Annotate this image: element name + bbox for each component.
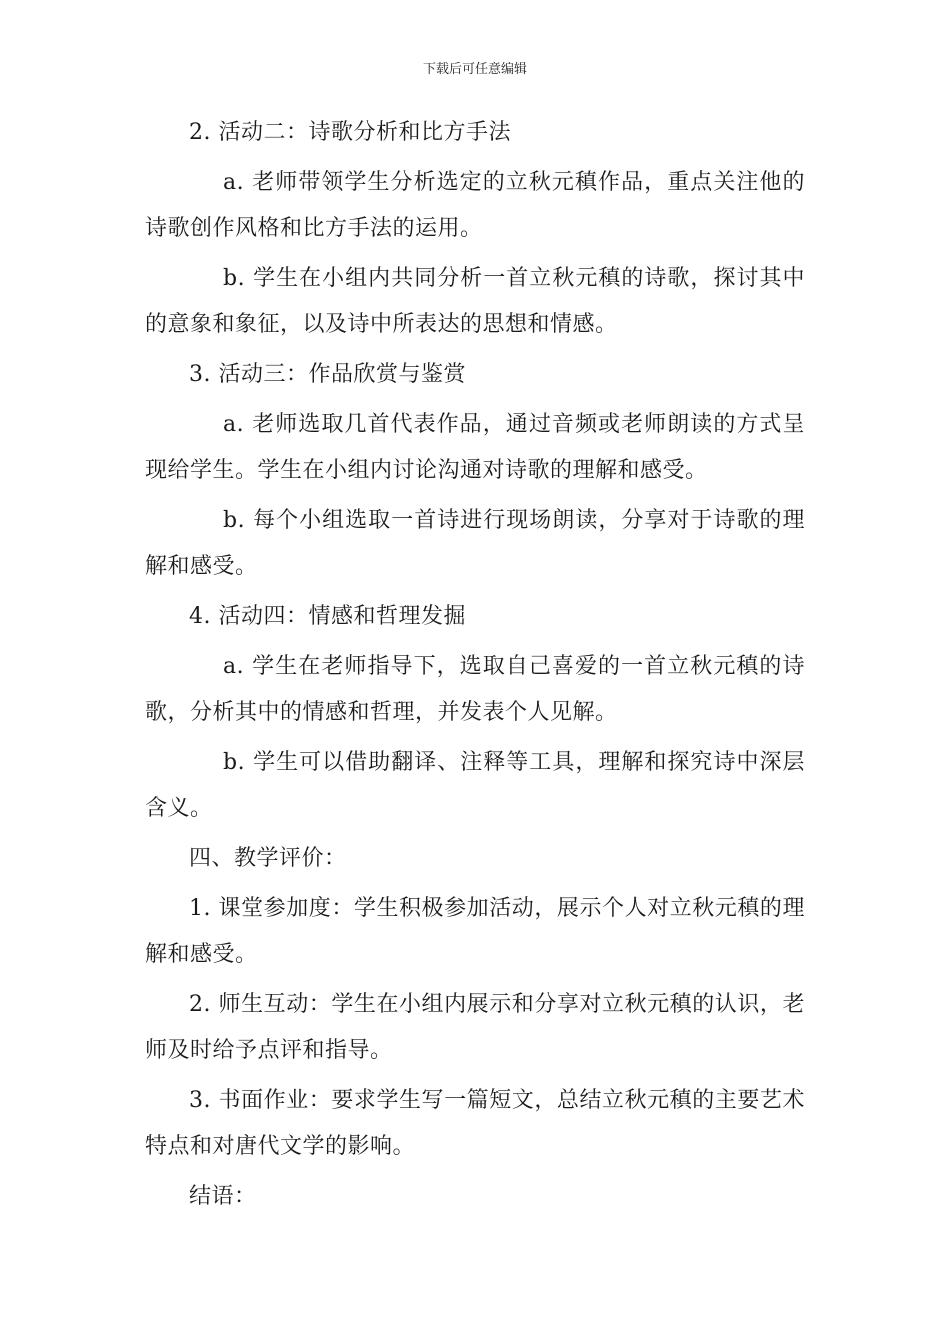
paragraph: 3. 书面作业：要求学生写一篇短文，总结立秋元稹的主要艺术特点和对唐代文学的影响。 <box>145 1088 805 1159</box>
paragraph: 3. 活动三：作品欣赏与鉴赏 <box>189 362 466 387</box>
document-body <box>145 110 805 1224</box>
paragraph: a. 老师选取几首代表作品，通过音频或老师朗读的方式呈现给学生。学生在小组内讨论沟通对诗歌的理解和感受。 <box>145 412 805 483</box>
paragraph: b. 每个小组选取一首诗进行现场朗读，分享对于诗歌的理解和感受。 <box>145 508 805 579</box>
paragraph: 1. 课堂参加度：学生积极参加活动，展示个人对立秋元稹的理解和感受。 <box>145 896 805 967</box>
paragraph: 4. 活动四：情感和哲理发掘 <box>189 604 466 629</box>
paragraph: a. 学生在老师指导下，选取自己喜爱的一首立秋元稹的诗歌，分析其中的情感和哲理，并发表个人见解。 <box>145 654 805 725</box>
section-heading: 四、教学评价： <box>189 846 347 871</box>
paragraph: b. 学生可以借助翻译、注释等工具，理解和探究诗中深层含义。 <box>145 750 805 821</box>
page-header: 下载后可任意编辑 <box>422 62 527 77</box>
paragraph: b. 学生在小组内共同分析一首立秋元稹的诗歌，探讨其中的意象和象征，以及诗中所表达的思想和情感。 <box>145 266 805 337</box>
paragraph: a. 老师带领学生分析选定的立秋元稹作品，重点关注他的诗歌创作风格和比方手法的运用。 <box>145 170 805 241</box>
paragraph: 2. 师生互动：学生在小组内展示和分享对立秋元稹的认识，老师及时给予点评和指导。 <box>145 992 805 1063</box>
section-heading: 结语： <box>189 1184 257 1209</box>
paragraph: 2. 活动二：诗歌分析和比方手法 <box>189 120 511 145</box>
